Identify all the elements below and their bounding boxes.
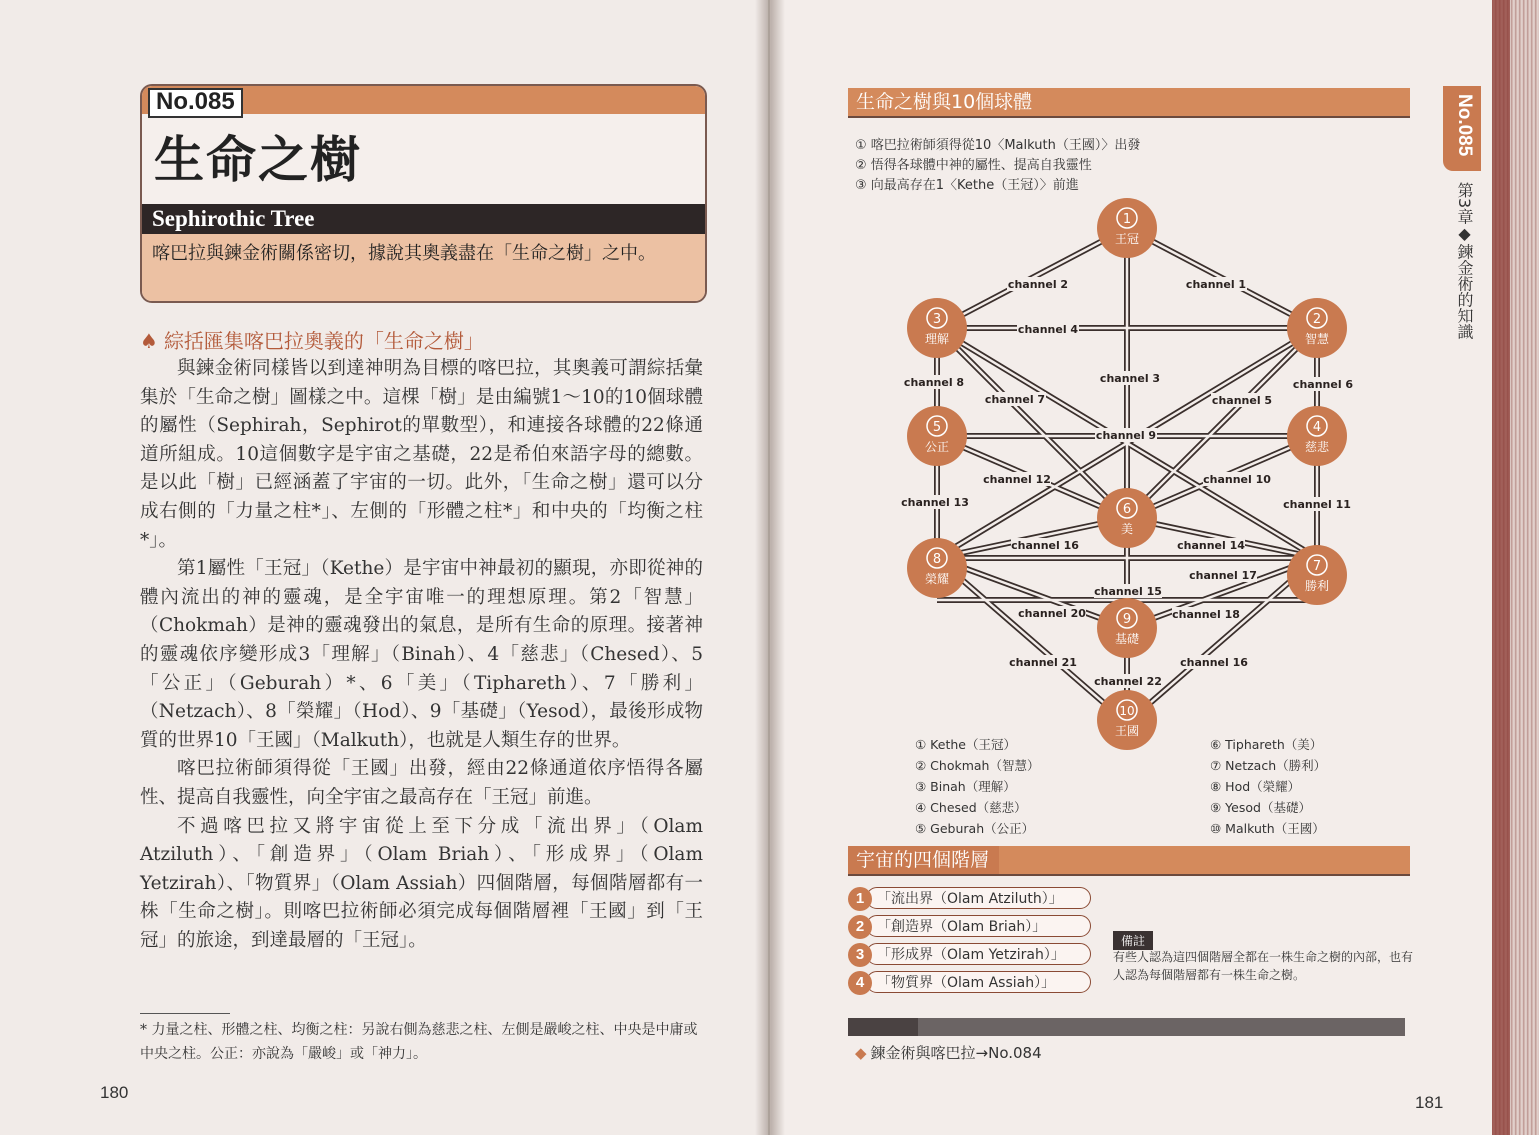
sphere-2	[1287, 298, 1347, 358]
channel-label	[1018, 606, 1086, 620]
step: ② 悟得各球體中神的屬性、提高自我靈性	[855, 158, 1092, 173]
svg-text:慈悲: 慈悲	[1304, 440, 1330, 454]
svg-text:公正: 公正	[924, 440, 950, 454]
svg-text:channel 1: channel 1	[1185, 278, 1247, 291]
worlds-title-bar	[848, 846, 1410, 876]
channel-label	[1011, 538, 1079, 552]
channel-label	[903, 375, 965, 389]
diagram-title: 生命之樹與10個球體	[848, 88, 1032, 116]
sphere-1	[1097, 198, 1157, 258]
footnote-divider	[140, 1013, 230, 1014]
svg-text:channel 15: channel 15	[1094, 585, 1162, 598]
legend-item: ⑧ Hod（榮耀）	[1210, 779, 1301, 794]
legend-item: ① Kethe（王冠）	[915, 737, 1016, 752]
svg-text:5: 5	[932, 420, 942, 435]
legend-item: ② Chokmah（智慧）	[915, 758, 1040, 773]
right-page	[770, 0, 1492, 1135]
svg-text:勝利: 勝利	[1304, 579, 1330, 593]
svg-text:channel 22: channel 22	[1094, 675, 1162, 688]
sphere-5	[907, 406, 967, 466]
svg-text:channel 13: channel 13	[901, 496, 969, 509]
tree-of-life-diagram	[895, 198, 1365, 753]
page-number-right: 181	[1415, 1093, 1444, 1112]
summary-text: 喀巴拉與鍊金術關係密切，據說其奧義盡在「生命之樹」之中。	[142, 234, 705, 301]
channel-label	[1203, 472, 1271, 486]
channel-label	[1009, 655, 1077, 669]
svg-text:channel 21: channel 21	[1009, 656, 1077, 669]
page-title: 生命之樹	[154, 131, 362, 189]
svg-text:6: 6	[1122, 502, 1132, 517]
svg-text:channel 6: channel 6	[1292, 378, 1354, 391]
svg-text:基礎: 基礎	[1114, 632, 1140, 646]
svg-text:channel 12: channel 12	[983, 473, 1051, 486]
steps-list	[855, 136, 1140, 196]
svg-text:channel 5: channel 5	[1211, 394, 1273, 407]
channel-label	[983, 472, 1051, 486]
svg-text:channel 16: channel 16	[1011, 539, 1079, 552]
legend-right	[1210, 734, 1326, 839]
section-heading	[140, 325, 484, 354]
svg-text:channel 8: channel 8	[903, 376, 965, 389]
svg-text:8: 8	[932, 552, 942, 567]
channel-label	[984, 392, 1046, 406]
step: ③ 向最高存在1〈Kethe（王冠）〉前進	[855, 178, 1079, 193]
english-subtitle: Sephirothic Tree	[142, 204, 705, 234]
svg-text:channel 2: channel 2	[1007, 278, 1069, 291]
sphere-9	[1097, 598, 1157, 658]
svg-text:channel 16: channel 16	[1180, 656, 1248, 669]
paragraph: 不過喀巴拉又將宇宙從上至下分成「流出界」（Olam Atziluth）、「創造界」（Olam Briah）、「形成界」（Olam Yetzirah）、「物質界」（Olam Assiah）四個階層，每個階層都有一株「生命之樹」。則喀巴拉術師必須完成每個階層裡「王國」到「王冠」的旅途，到達最層的「王冠」。	[140, 815, 703, 951]
channel-label	[1094, 674, 1162, 688]
world-number: 4	[848, 971, 872, 995]
world-label: 「物質界（Olam Assiah）」	[866, 971, 1091, 993]
spade-icon: ♠	[140, 329, 158, 353]
world-label: 「形成界（Olam Yetzirah）」	[866, 943, 1091, 965]
svg-text:2: 2	[1312, 312, 1322, 327]
svg-text:理解: 理解	[924, 332, 950, 346]
world-number: 3	[848, 943, 872, 967]
channel-label	[1094, 584, 1162, 598]
book-gutter	[755, 0, 785, 1135]
svg-text:7: 7	[1312, 559, 1322, 574]
svg-text:channel 11: channel 11	[1283, 498, 1351, 511]
world-label: 「流出界（Olam Atziluth）」	[866, 887, 1091, 909]
svg-text:9: 9	[1122, 612, 1132, 627]
left-page	[0, 0, 768, 1135]
legend-item: ⑨ Yesod（基礎）	[1210, 800, 1311, 815]
world-number: 2	[848, 915, 872, 939]
channel-label	[1283, 497, 1351, 511]
sphere-10	[1097, 690, 1157, 750]
article-header	[140, 84, 707, 303]
paragraph: 喀巴拉術師須得從「王國」出發，經由22條通道依序悟得各屬性、提高自我靈性，向全宇宙之最高存在「王冠」前進。	[140, 758, 703, 808]
side-chapter-label: 第3章◆鍊金術的知識	[1455, 182, 1474, 340]
svg-text:4: 4	[1312, 420, 1322, 435]
related-link[interactable]	[855, 1042, 1042, 1063]
channel-label	[1095, 428, 1157, 442]
svg-text:channel 10: channel 10	[1203, 473, 1271, 486]
sphere-4	[1287, 406, 1347, 466]
sphere-6	[1097, 488, 1157, 548]
legend-item: ⑥ Tiphareth（美）	[1210, 737, 1323, 752]
svg-text:channel 17: channel 17	[1189, 569, 1257, 582]
section-heading-text: 綜括匯集喀巴拉奧義的「生命之樹」	[163, 329, 484, 353]
page-edge-band	[1492, 0, 1510, 1135]
legend-item: ⑩ Malkuth（王國）	[1210, 821, 1325, 836]
svg-text:3: 3	[932, 312, 942, 327]
channel-label	[901, 495, 969, 509]
legend-item: ③ Binah（理解）	[915, 779, 1016, 794]
side-number-text: No.085	[1454, 94, 1475, 157]
svg-text:channel 14: channel 14	[1177, 539, 1245, 552]
sphere-3	[907, 298, 967, 358]
svg-text:1: 1	[1122, 212, 1132, 227]
note-tag: 備註	[1113, 931, 1153, 950]
diamond-icon: ◆	[855, 1044, 867, 1062]
footnote: * 力量之柱、形體之柱、均衡之柱：另說右側為慈悲之柱、左側是嚴峻之柱、中央是中庸或中央之柱。公正：亦說為「嚴峻」或「神力」。	[140, 1022, 698, 1062]
svg-text:channel 3: channel 3	[1099, 372, 1161, 385]
page-number-left: 180	[100, 1083, 129, 1102]
note-text: 有些人認為這四個階層全都在一株生命之樹的內部，也有人認為每個階層都有一株生命之樹。	[1113, 950, 1414, 982]
channel-label	[1189, 568, 1257, 582]
world-number: 1	[848, 887, 872, 911]
side-number-tab	[1443, 86, 1481, 171]
diagram-title-bar	[848, 88, 1410, 118]
related-link-text[interactable]: 鍊金術與喀巴拉→No.084	[870, 1044, 1042, 1062]
channel-label	[1211, 393, 1273, 407]
channel-label	[1017, 322, 1079, 336]
channel-label	[1292, 377, 1354, 391]
svg-text:channel 20: channel 20	[1018, 607, 1086, 620]
paragraph: 與鍊金術同樣皆以到達神明為目標的喀巴拉，其奧義可謂綜括彙集於「生命之樹」圖樣之中。這棵「樹」是由編號1～10的10個球體的屬性（Sephirah，Sephirot的單數型），和連接各球體的22條通道所組成。10這個數字是宇宙之基礎，22是希伯來語字母的總數。是以此「樹」已經涵蓋了宇宙的一切。此外，「生命之樹」還可以分成右側的「力量之柱*」、左側的「形體之柱*」和中央的「均衡之柱*」。	[140, 358, 703, 551]
channel-label	[1172, 607, 1240, 621]
legend-item: ⑦ Netzach（勝利）	[1210, 758, 1327, 773]
channel-label	[1177, 538, 1245, 552]
world-label: 「創造界（Olam Briah）」	[866, 915, 1091, 937]
svg-text:channel 4: channel 4	[1017, 323, 1079, 336]
article-number: No.085	[148, 88, 243, 118]
sphere-7	[1287, 545, 1347, 605]
svg-text:王國: 王國	[1114, 724, 1140, 738]
svg-text:channel 9: channel 9	[1095, 429, 1157, 442]
body-text	[140, 355, 703, 955]
sphere-8	[907, 538, 967, 598]
channel-label	[1185, 277, 1247, 291]
related-items-bar	[848, 1018, 1405, 1036]
legend-item: ④ Chesed（慈悲）	[915, 800, 1027, 815]
channel-label	[1007, 277, 1069, 291]
paragraph: 第1屬性「王冠」（Kethe）是宇宙中神最初的顯現，亦即從神的體內流出的神的靈魂，是全宇宙唯一的理想原理。第2「智慧」（Chokmah）是神的靈魂發出的氣息，是所有生命的原理。接著神的靈魂依序變形成3「理解」（Binah）、4「慈悲」（Chesed）、5「公正」（Geburah）*、6「美」（Tiphareth）、7「勝利」（Netzach）、8「榮耀」（Hod）、9「基礎」（Yesod），最後形成物質的世界10「王國」（Malkuth），也就是人類生存的世界。	[140, 558, 703, 751]
step: ① 喀巴拉術師須得從10〈Malkuth（王國）〉出發	[855, 138, 1141, 153]
svg-text:10: 10	[1119, 704, 1135, 718]
svg-text:美: 美	[1120, 522, 1134, 536]
worlds-title: 宇宙的四個階層	[848, 846, 999, 874]
svg-text:channel 7: channel 7	[984, 393, 1046, 406]
channel-label	[1180, 655, 1248, 669]
channel-label	[1099, 371, 1161, 385]
svg-text:榮耀: 榮耀	[924, 572, 950, 586]
legend-item: ⑤ Geburah（公正）	[915, 821, 1035, 836]
legend-left	[915, 734, 1039, 839]
svg-text:channel 18: channel 18	[1172, 608, 1240, 621]
svg-text:王冠: 王冠	[1114, 232, 1140, 246]
svg-text:智慧: 智慧	[1304, 332, 1330, 346]
